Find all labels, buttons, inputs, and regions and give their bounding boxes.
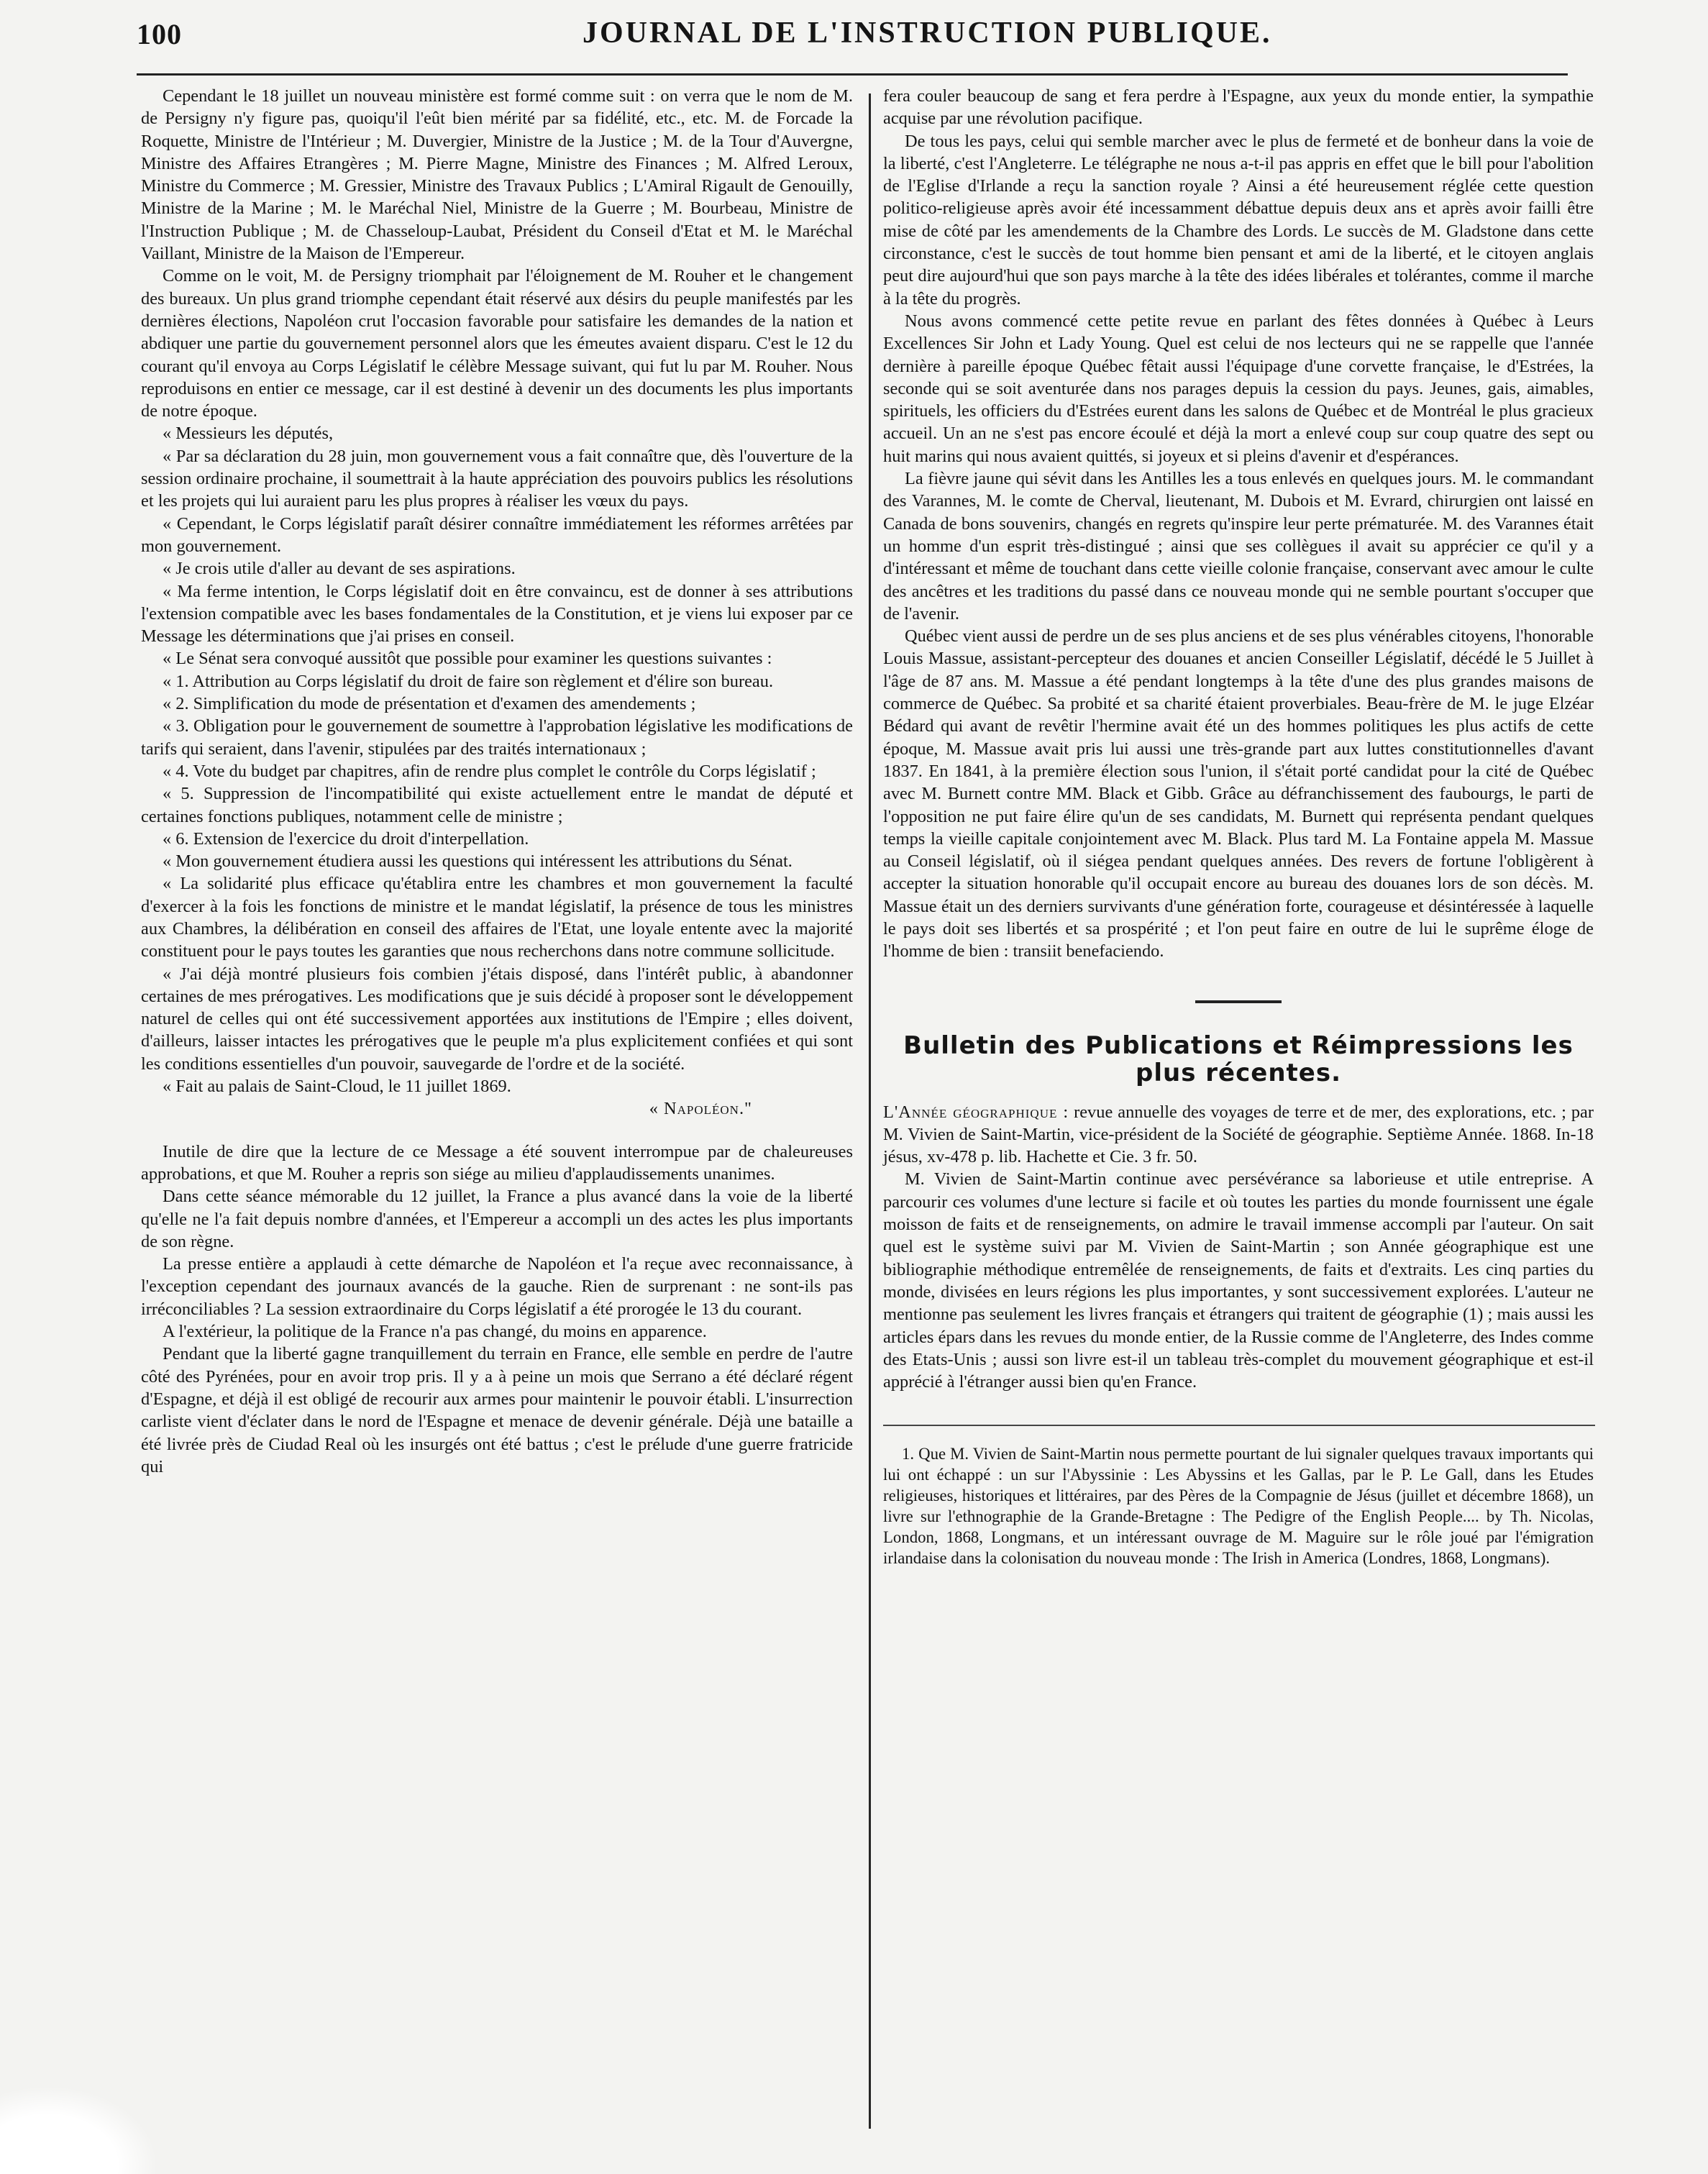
right-column bbox=[883, 85, 1594, 1568]
entry-details: revue annuelle des voyages de terre et de mer, des explorations, etc. ; par M. Vivien de Saint-Martin, vice-président de la Société de géographie. Septième Année. 1868. In-18 jésus, xv-478 p. lib. Hachette et Cie. 3 fr. 50. bbox=[883, 1102, 1594, 1167]
spacer bbox=[141, 1120, 853, 1141]
message-paragraph: « Par sa déclaration du 28 juin, mon gouvernement vous a fait connaître que, dès l'ouverture de la session ordinaire prochaine, il soumettrait à la haute appréciation des pouvoirs publics les résolutions et les projets qui lui auraient paru les plus propres à réaliser les vœux du pays. bbox=[141, 446, 853, 511]
message-item: « 4. Vote du budget par chapitres, afin de rendre plus complet le contrôle du Corps législatif ; bbox=[163, 761, 816, 781]
section-rule bbox=[1195, 1000, 1282, 1003]
running-title: JOURNAL DE L'INSTRUCTION PUBLIQUE. bbox=[583, 17, 1272, 50]
paragraph: Inutile de dire que la lecture de ce Message a été souvent interrompue par de chaleureuses approbations, et que M. Rouher a repris son siége au milieu d'applaudissements unanimes. bbox=[141, 1141, 853, 1184]
paragraph: Comme on le voit, M. de Persigny triomphait par l'éloignement de M. Rouher et le changement des bureaux. Un plus grand triomphe cependant était réservé aux désirs du peuple manifestés par les dernières élections, Napoléon crut l'occasion favorable pour satisfaire les demandes de la nation et abdiquer une partie du gouvernement personnel alors que les émeutes avaient disparu. C'est le 12 du courant qu'il envoya au Corps Législatif le célèbre Message suivant, qui fut lu par M. Rouher. Nous reproduisons en entier ce message, car il est destiné à devenir un des documents les plus importants de notre époque. bbox=[141, 266, 853, 421]
paragraph: A l'extérieur, la politique de la France n'a pas changé, du moins en apparence. bbox=[163, 1322, 707, 1342]
paragraph: Cependant le 18 juillet un nouveau ministère est formé comme suit : on verra que le nom de M. de Persigny n'y figure pas, quoiqu'il l'eût bien mérité par sa fidélité, etc., etc. M. de Forcade la Roquette, Ministre de l'Intérieur ; M. Duvergier, Ministre de la Justice ; M. de la Tour d'Auvergne, Ministre des Affaires Etrangères ; M. Pierre Magne, Ministre des Finances ; M. Alfred Leroux, Ministre du Commerce ; M. Gressier, Ministre des Travaux Publics ; L'Amiral Rigault de Genouilly, Ministre de la Marine ; M. le Maréchal Niel, Ministre de la Guerre ; M. Bourbeau, Ministre de l'Instruction Publique ; M. de Chasseloup-Laubat, Président du Conseil d'Etat et M. le Maréchal Vaillant, Ministre de la Maison de l'Empereur. bbox=[141, 86, 853, 264]
message-paragraph: « Ma ferme intention, le Corps législatif doit en être convaincu, est de donner à ses attributions l'extension compatible avec les bases fondamentales de la Constitution, et je viens lui exposer par ce Message les déterminations que j'ai prises en conseil. bbox=[141, 581, 853, 647]
paragraph: La presse entière a applaudi à cette démarche de Napoléon et l'a reçue avec reconnaissance, à l'exception cependant des journaux avancés de la gauche. Rien de surprenant : ne sont-ils pas irréconciliables ? La session extraordinaire du Corps législatif a été prorogée le 13 du courant. bbox=[141, 1254, 853, 1319]
message-paragraph: « Le Sénat sera convoqué aussitôt que possible pour examiner les questions suivantes : bbox=[163, 649, 772, 669]
paragraph: De tous les pays, celui qui semble marcher avec le plus de fermeté et de bonheur dans la voie de la liberté, c'est l'Angleterre. Le télégraphe ne nous a-t-il pas appris en effet que le bill pour l'abolition de l'Eglise d'Irlande a reçu la sanction royale ? Ainsi a été heureusement réglée cette question politico-religieuse après avoir été incessamment débattue depuis deux ans et après avoir failli être mise de côté par les amendements de la Chambre des Lords. Le succès de M. Gladstone dans cette circonstance, c'est le succès de tout homme bien pensant et ami de la liberté, et le citoyen anglais peut dire aujourd'hui que son pays marche à la tête des idées libérales et tolérantes, comme il marche à la tête du progrès. bbox=[883, 131, 1594, 309]
message-paragraph: « La solidarité plus efficace qu'établira entre les chambres et mon gouvernement la faculté d'exercer à la fois les fonctions de ministre et le mandat législatif, la présence de tous les ministres aux Chambres, la délibération en conseil des affaires de l'Etat, une loyale entente avec la majorité constituent pour le pays toutes les garanties que nous recherchons dans notre commune sollicitude. bbox=[141, 874, 853, 962]
bulletin-heading: Bulletin des Publications et Réimpressions les plus récentes. bbox=[903, 1031, 1574, 1087]
message-item: « 1. Attribution au Corps législatif du droit de faire son règlement et d'élire son bureau. bbox=[163, 671, 774, 691]
review-paragraph: M. Vivien de Saint-Martin continue avec persévérance sa laborieuse et utile entreprise. A parcourir ces volumes d'une lecture si facile et où toutes les parties du monde fournissent une égale moisson de faits et de renseignements, on admire le travail immense accompli par l'auteur. On sait quel est le système suivi par M. Vivien de Saint-Martin ; son Année géographique est une bibliographie méthodique entremêlée de renseignements, de faits et d'extraits. Les cinq parties du monde, divisées en leurs régions les plus importantes, y sont successivement explorées. L'auteur ne mentionne pas seulement les livres français et étrangers qui traitent de géographie (1) ; mais aussi les articles épars dans les revues du monde entier, de la Russie comme de l'Angleterre, des Indes comme des Etats-Unis ; aussi son livre est-il un tableau très-complet du mouvement géographique et est-il apprécié à l'étranger aussi bien qu'en France. bbox=[883, 1169, 1594, 1392]
entry-title: L'Année géographique : bbox=[883, 1102, 1069, 1122]
bibliography-entry bbox=[883, 1101, 1594, 1169]
footnote-rule bbox=[883, 1425, 1595, 1426]
paragraph: La fièvre jaune qui sévit dans les Antilles les a tous enlevés en quelques jours. M. le commandant des Varannes, M. le comte de Cherval, lieutenant, M. Dubois et M. Evrard, chirurgien ont laissé en Canada de bons souvenirs, changés en regrets qu'inspire leur perte prématurée. M. des Varannes était un homme d'un esprit très-distingué ; ainsi que ses collègues il avait su apprécier ce qu'il y a d'intéressant et même de touchant dans cette vieille colonie française, conservant avec amour le culte des ancêtres et les traditions du passé dans ce nouveau monde qui ne semble pourtant s'occuper que de l'avenir. bbox=[883, 469, 1594, 624]
paragraph: Nous avons commencé cette petite revue en parlant des fêtes données à Québec à Leurs Excellences Sir John et Lady Young. Quel est celui de nos lecteurs qui ne se rappelle que l'année dernière à pareille époque Québec fêtait aussi l'équipage d'une corvette française, le d'Estrées, la seconde qui se soit aventurée dans nos parages depuis la cession du pays. Jeunes, gais, aimables, spirituels, les officiers du d'Estrées eurent dans les salons de Québec et de Montréal le plus gracieux accueil. Un an ne s'est pas encore écoulé et déjà la mort a enlevé coup sur coup quatre des sept ou huit marins qui nous avaient quittés, si joyeux et si pleins d'avenir et d'espérances. bbox=[883, 311, 1594, 466]
paragraph: Pendant que la liberté gagne tranquillement du terrain en France, elle semble en perdre de l'autre côté des Pyrénées, pour en avoir trop pris. Il y a à peine un mois que Serrano a été déclaré régent d'Espagne, et déjà il est obligé de recourir aux armes pour maintenir le pouvoir établi. L'insurrection carliste vient d'éclater dans le nord de l'Espagne et menace de devenir générale. Déjà une bataille a été livrée près de Ciudad Real où les insurgés ont été battus ; c'est le prélude d'une guerre fratricide qui bbox=[141, 1344, 853, 1476]
message-signature: « Napoléon." bbox=[649, 1099, 752, 1119]
paragraph-continued: fera couler beaucoup de sang et fera perdre à l'Espagne, aux yeux du monde entier, la sympathie acquise par une révolution pacifique. bbox=[883, 86, 1594, 129]
message-paragraph: « Je crois utile d'aller au devant de ses aspirations. bbox=[163, 559, 516, 579]
page-header bbox=[137, 12, 1568, 63]
message-item: « 6. Extension de l'exercice du droit d'interpellation. bbox=[163, 828, 529, 849]
page-number: 100 bbox=[137, 18, 182, 50]
message-paragraph: « J'ai déjà montré plusieurs fois combien j'étais disposé, dans l'intérêt public, à abandonner certaines de mes prérogatives. Les modifications que je suis décidé à proposer sont le développement naturel de celles qui ont été successivement apportées aux institutions de l'Empire ; elles doivent, d'ailleurs, laisser intactes les prérogatives que le peuple m'a plus explicitement confiées et qui sont les conditions essentielles d'un pouvoir, sauvegarde de l'ordre et de la société. bbox=[141, 964, 853, 1074]
paragraph: Dans cette séance mémorable du 12 juillet, la France a plus avancé dans la voie de la liberté qu'elle ne l'a fait depuis nombre d'années, et l'Empereur a accompli un des actes les plus importants de son règne. bbox=[141, 1187, 853, 1251]
column-divider bbox=[869, 93, 871, 2129]
message-item: « 3. Obligation pour le gouvernement de soumettre à l'approbation législative les modifications de tarifs qui seraient, dans l'avenir, stipulées par des traités internationaux ; bbox=[141, 716, 853, 759]
left-column bbox=[141, 85, 853, 1478]
paper-blot bbox=[0, 2086, 158, 2174]
message-paragraph: « Mon gouvernement étudiera aussi les questions qui intéressent les attributions du Sénat. bbox=[163, 851, 793, 872]
paragraph: Québec vient aussi de perdre un de ses plus anciens et de ses plus vénérables citoyens, l'honorable Louis Massue, assistant-percepteur des douanes et ancien Conseiller Législatif, décédé le 5 Juillet à l'âge de 87 ans. M. Massue a été pendant longtemps à la tête d'une des plus grandes maisons de commerce de Québec. Sa probité et sa charité étaient proverbiales. Beau-frère de M. le juge Elzéar Bédard qui avant de revêtir l'hermine avait été un des hommes politiques les plus actifs de cette époque, M. Massue avait pris lui aussi une très-grande part aux luttes constitutionnelles d'avant 1837. En 1841, à la première élection sous l'union, il s'était porté candidat pour la cité de Québec avec M. Burnett contre MM. Black et Gibb. Grâce au défranchissement des faubourgs, le parti de l'opposition ne put faire élire qu'un de ses candidats, M. Burnett qui représenta pendant quelques temps la vieille capitale conjointement avec M. Black. Plus tard M. La Fontaine appela M. Massue au Conseil législatif, où il siégea pendant quelques années. Des revers de fortune l'obligèrent à accepter la situation honorable qu'il occupait encore au bureau des douanes lors de son décès. M. Massue était un des derniers survivants d'une génération forte, courageuse et désintéressée à laquelle le pays doit ses libertés et sa prospérité ; et l'on peut faire en outre de lui le suprême éloge de l'homme de bien : transiit benefaciendo. bbox=[883, 626, 1594, 962]
header-rule bbox=[137, 73, 1568, 76]
message-dateline: « Fait au palais de Saint-Cloud, le 11 juillet 1869. bbox=[163, 1077, 511, 1097]
message-item: « 5. Suppression de l'incompatibilité qui existe actuellement entre le mandat de député et certaines fonctions publiques, notamment celle de ministre ; bbox=[141, 784, 853, 826]
message-paragraph: « Cependant, le Corps législatif paraît désirer connaître immédiatement les réformes arrêtées par mon gouvernement. bbox=[141, 513, 853, 556]
message-item: « 2. Simplification du mode de présentation et d'examen des amendements ; bbox=[163, 694, 696, 714]
footnote: 1. Que M. Vivien de Saint-Martin nous permette pourtant de lui signaler quelques travaux importants qui lui ont échappé : un sur l'Abyssinie : Les Abyssins et les Gallas, par le P. Le Gall, dans les Etudes religieuses, historiques et littéraires, par des Pères de la Compagnie de Jésus (juillet et décembre 1868), un livre sur l'ethnographie de la Grande-Bretagne : The Pedigre of the English People.... by Th. Nicolas, London, 1868, Longmans, et un intéressant ouvrage de M. Maguire sur le rôle joué par l'émigration irlandaise dans la colonisation du nouveau monde : The Irish in America (Londres, 1868, Longmans). bbox=[883, 1445, 1594, 1568]
message-salutation: « Messieurs les députés, bbox=[163, 424, 334, 444]
